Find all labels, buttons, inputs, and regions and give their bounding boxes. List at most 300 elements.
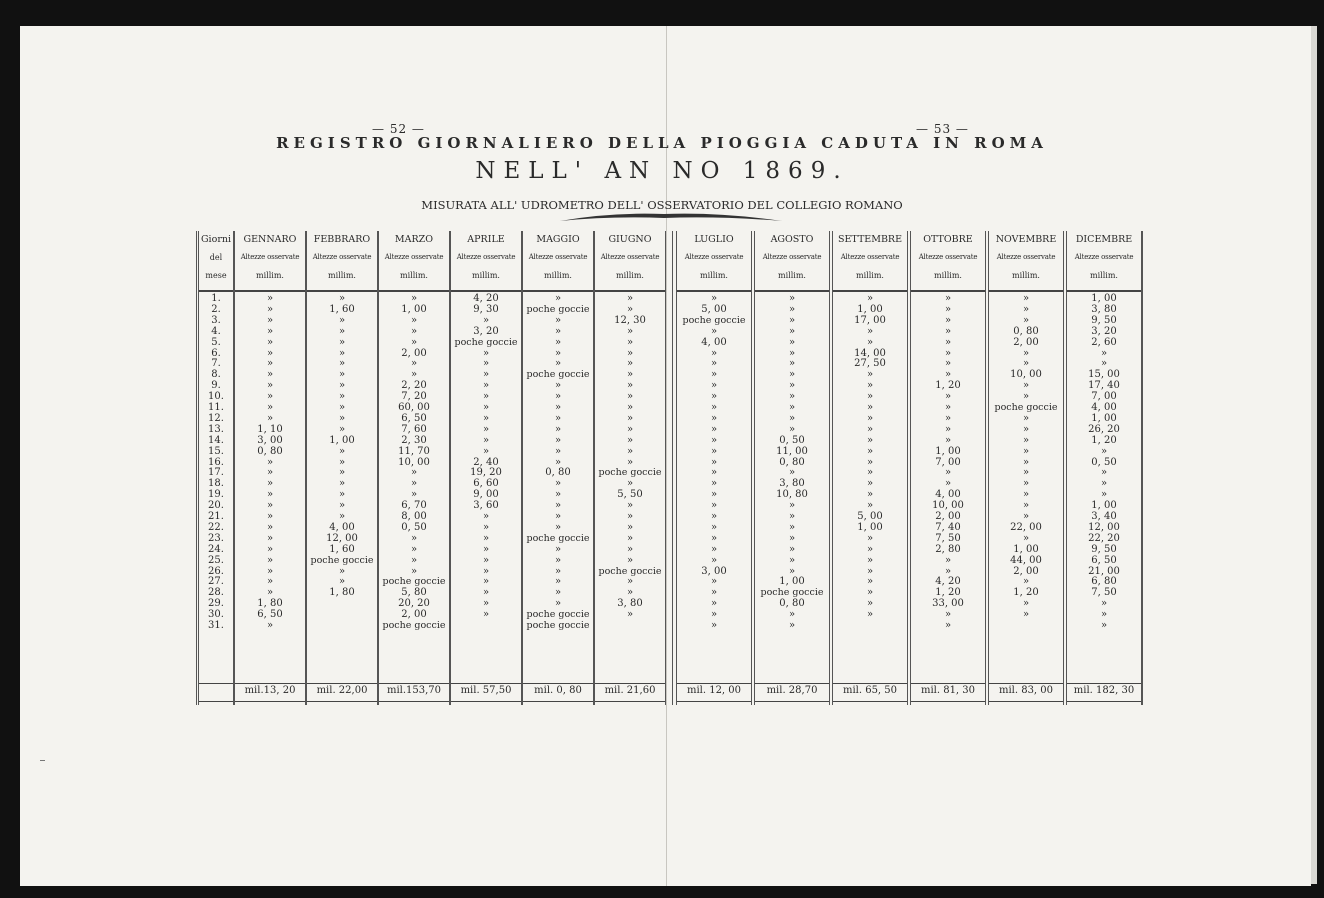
rain-value: 22, 00 [1010,521,1042,533]
bottom-rule [451,701,521,702]
rain-value: » [338,423,346,435]
unit-label: millim. [400,271,428,280]
month-name: GENNARO [243,234,297,245]
day-label: 22. [208,521,224,533]
rain-value: » [554,598,562,610]
page-number-right: — 53 — [916,122,969,136]
unit-label: millim. [1090,271,1118,280]
day-label: 28. [208,587,224,599]
rain-value: 0, 80 [779,598,805,610]
rain-value: » [1100,478,1108,490]
rain-value: 2, 00 [935,511,961,522]
rain-value: » [1100,445,1108,457]
rain-value: 2, 00 [1013,336,1039,348]
rain-value: » [626,347,634,359]
rain-value: 7, 50 [1091,587,1117,599]
day-label: 14. [208,434,224,446]
unit-label: millim. [778,271,806,280]
rain-value: » [410,293,418,304]
month-total: mil. 22,00 [316,685,368,696]
rain-value: » [710,402,718,413]
rain-value: poche goccie [382,620,446,631]
day-label: 7. [211,358,221,370]
rain-value: » [1022,532,1030,544]
rain-value: » [554,434,562,446]
rain-value: » [554,445,562,457]
rain-value: » [788,565,796,577]
rain-value: » [944,554,952,566]
rain-value: » [626,434,634,446]
rain-value: 10, 00 [932,500,964,512]
rain-value: » [1100,358,1108,370]
day-label: 15. [208,445,224,457]
rain-value: 7, 20 [401,391,427,403]
rain-value: » [626,380,634,392]
rain-value: » [554,380,562,392]
rain-value: 1, 00 [779,576,805,588]
rain-value: » [266,489,274,501]
rain-value: » [788,303,796,315]
header-rule [235,290,305,292]
rain-value: » [710,456,718,468]
rain-value: 7, 00 [1091,391,1117,403]
title-right: PIOGGIA CADUTA IN ROMA [700,134,1048,152]
rain-value: 2, 40 [473,456,499,468]
unit-label: millim. [616,271,644,280]
rain-value: poche goccie [526,369,590,381]
total-rule [235,683,305,684]
rain-value: » [554,489,562,501]
rain-value: » [866,587,874,599]
rain-value: » [1022,303,1030,315]
header-rule [199,290,233,292]
rain-value: » [1022,314,1030,326]
rain-value: » [554,358,562,370]
rain-value: » [866,369,874,381]
rain-value: » [338,314,346,326]
rain-value: 1, 20 [1091,434,1117,446]
rain-value: » [1022,598,1030,610]
day-header-3: mese [205,271,227,280]
rain-value: » [944,412,952,424]
header-rule [1067,290,1141,292]
rain-value: » [338,511,346,522]
month-column-giugno [594,231,666,705]
altezze-label: Altezze osservate [840,253,900,261]
rain-value: » [338,456,346,468]
altezze-label: Altezze osservate [1074,253,1134,261]
page-edge [1311,26,1317,884]
rain-value: 3, 20 [473,325,499,337]
rain-value: » [626,423,634,435]
rain-value: » [788,347,796,359]
month-name: APRILE [467,234,505,245]
month-column-maggio [522,231,594,705]
rain-value: 1, 00 [1091,293,1117,304]
unit-label: millim. [328,271,356,280]
rain-value: » [1022,445,1030,457]
rain-value: poche goccie [682,314,746,326]
rain-value: » [1022,609,1030,621]
month-name: MARZO [394,234,434,245]
rain-value: » [710,423,718,435]
rain-value: » [482,511,490,522]
rain-value: » [710,467,718,479]
bottom-rule [989,701,1063,702]
rain-value: » [410,467,418,479]
rain-value: » [1100,609,1108,621]
rain-value: » [1022,434,1030,446]
rain-value: » [626,587,634,599]
day-label: 17. [208,467,224,479]
bottom-rule [523,701,593,702]
day-label: 21. [208,511,224,522]
rain-value: » [266,532,274,544]
unit-label: millim. [256,271,284,280]
rain-value: » [788,293,796,304]
rain-value: » [866,391,874,403]
day-label: 25. [208,554,224,566]
rain-value: » [554,347,562,359]
rain-value: » [482,380,490,392]
month-name: MAGGIO [536,234,580,245]
rain-value: » [788,467,796,479]
rain-value: 1, 60 [329,303,355,315]
rain-value: » [866,434,874,446]
rain-value: » [554,391,562,403]
month-name: OTTOBRE [923,234,973,245]
rain-value: » [266,303,274,315]
rain-value: » [266,347,274,359]
rain-value: » [788,391,796,403]
rain-value: » [482,402,490,413]
rain-value: poche goccie [994,402,1058,413]
rain-value: » [266,511,274,522]
rain-value: » [626,325,634,337]
rain-value: » [866,489,874,501]
rain-value: » [710,511,718,522]
rain-value: » [410,565,418,577]
rain-value: » [626,402,634,413]
day-label: 9. [211,380,221,392]
rain-value: 2, 20 [401,380,427,392]
header-rule [989,290,1063,292]
rain-value: » [266,620,274,631]
rain-value: » [338,347,346,359]
rain-value: » [554,500,562,512]
rain-value: » [788,500,796,512]
rain-value: » [410,489,418,501]
rain-value: » [788,543,796,555]
rain-value: » [626,500,634,512]
rain-value: » [866,336,874,348]
rain-value: » [866,423,874,435]
rain-value: » [788,532,796,544]
rain-value: 1, 00 [857,303,883,315]
rain-value: » [710,587,718,599]
rain-value: » [482,358,490,370]
rain-value: 10, 80 [776,489,808,501]
rain-value: » [626,369,634,381]
month-total: mil. 65, 50 [842,685,898,696]
rain-value: » [626,303,634,315]
rain-value: 17, 00 [854,314,886,326]
rain-value: » [1022,391,1030,403]
rain-value: » [710,598,718,610]
rain-value: 3, 80 [779,478,805,490]
rain-value: » [482,314,490,326]
rain-value: » [866,532,874,544]
total-rule [595,683,665,684]
rain-value: » [1022,347,1030,359]
rain-value: » [554,412,562,424]
rain-value: » [266,358,274,370]
rain-value: 5, 80 [401,587,427,599]
rain-value: 1, 80 [329,587,355,599]
month-total: mil. 81, 30 [920,685,976,696]
rain-value: » [338,369,346,381]
rain-value: 2, 60 [1091,336,1117,348]
unit-label: millim. [1012,271,1040,280]
rain-value: » [1100,347,1108,359]
rain-value: 33, 00 [932,598,964,610]
rain-value: 2, 00 [401,347,427,359]
rain-value: 3, 20 [1091,325,1117,337]
month-total: mil. 57,50 [460,685,512,696]
rain-value: » [338,489,346,501]
rain-value: 1, 00 [857,521,883,533]
day-label: 23. [208,532,224,544]
rain-value: poche goccie [382,576,446,588]
rain-value: » [710,412,718,424]
rain-value: » [710,369,718,381]
rain-value: 11, 00 [776,445,808,457]
rain-value: » [944,423,952,435]
header-rule [755,290,829,292]
rain-value: poche goccie [310,554,374,566]
rain-value: 1, 60 [329,543,355,555]
total-rule [833,683,907,684]
unit-label: millim. [700,271,728,280]
year-right: NO 1869. [672,158,849,184]
rain-value: » [710,576,718,588]
rain-value: 4, 00 [329,521,355,533]
rain-value: » [266,412,274,424]
rain-value: » [338,500,346,512]
rain-value: 3, 80 [617,598,643,610]
rain-value: » [266,521,274,533]
altezze-label: Altezze osservate [918,253,978,261]
total-rule [199,683,233,684]
rain-value: 0, 50 [1091,456,1117,468]
month-total: mil. 0, 80 [534,685,582,696]
rain-value: » [1022,511,1030,522]
rain-value: » [1022,576,1030,588]
month-column-dicembre [1066,231,1142,705]
month-column-febbraro [306,231,378,705]
rain-value: 12, 00 [326,532,358,544]
header-rule [379,290,449,292]
rain-value: » [626,412,634,424]
rain-value: » [266,325,274,337]
rain-value: 26, 20 [1088,423,1120,435]
rain-value: » [338,325,346,337]
rain-value: » [266,543,274,555]
rain-value: » [944,402,952,413]
rain-value: » [266,587,274,599]
page-number-left: — 52 — [372,122,425,136]
day-label: 10. [208,391,224,403]
rain-value: » [338,391,346,403]
rain-value: » [866,576,874,588]
rain-value: » [554,521,562,533]
total-rule [1067,683,1141,684]
rain-value: 11, 70 [398,445,430,457]
rain-value: » [788,609,796,621]
day-label: 12. [208,412,224,424]
header-rule [677,290,751,292]
rain-value: » [410,478,418,490]
rain-value: » [944,565,952,577]
bottom-rule [235,701,305,702]
rain-value: 6, 80 [1091,576,1117,588]
rain-value: 2, 30 [401,434,427,446]
rain-value: 7, 50 [935,532,961,544]
day-label: 3. [211,314,221,326]
rain-value: » [482,576,490,588]
rain-value: 1, 20 [935,587,961,599]
rain-value: » [410,336,418,348]
rain-value: 2, 80 [935,543,961,555]
rain-value: » [1022,467,1030,479]
rain-value: 27, 50 [854,358,886,370]
rain-value: » [338,478,346,490]
rain-value: » [338,358,346,370]
month-name: GIUGNO [608,234,652,245]
rain-value: » [710,489,718,501]
rain-value: 5, 50 [617,489,643,501]
rain-value: » [482,445,490,457]
rain-value: » [866,598,874,610]
rain-value: » [626,576,634,588]
rain-value: 3, 40 [1091,511,1117,522]
rain-value: 6, 70 [401,500,427,512]
rain-value: » [788,511,796,522]
rain-value: » [788,423,796,435]
rain-value: » [554,336,562,348]
rain-value: 6, 50 [1091,554,1117,566]
rain-value: 12, 30 [614,314,646,326]
rain-value: poche goccie [526,609,590,621]
rain-value: » [866,325,874,337]
rain-value: » [866,543,874,555]
rain-value: » [338,565,346,577]
rain-value: poche goccie [598,467,662,479]
unit-label: millim. [544,271,572,280]
rain-value: » [710,620,718,631]
rain-value: » [554,543,562,555]
rain-value: » [788,325,796,337]
unit-label: millim. [472,271,500,280]
day-label: 1. [211,293,221,304]
day-label: 26. [208,565,224,577]
rain-value: » [944,478,952,490]
rain-value: 3, 00 [257,434,283,446]
altezze-label: Altezze osservate [762,253,822,261]
rain-value: » [1022,489,1030,501]
rain-value: 0, 80 [1013,325,1039,337]
rain-value: poche goccie [598,565,662,577]
rain-value: » [944,358,952,370]
rain-value: » [788,369,796,381]
bottom-rule [1067,701,1141,702]
header-rule [451,290,521,292]
bottom-rule [379,701,449,702]
rain-value: » [482,391,490,403]
rain-value: 1, 00 [935,445,961,457]
rain-value: poche goccie [454,336,518,348]
rain-value: » [1100,489,1108,501]
bottom-rule [911,701,985,702]
rain-value: » [626,532,634,544]
rain-value: » [482,521,490,533]
rain-value: » [338,412,346,424]
rain-value: poche goccie [526,303,590,315]
rain-value: 7, 00 [935,456,961,468]
rain-value: » [944,314,952,326]
rain-value: » [866,445,874,457]
rain-value: » [944,467,952,479]
day-header-2: del [209,253,223,262]
rain-value: 0, 80 [257,445,283,457]
rain-value: 6, 50 [401,412,427,424]
unit-label: millim. [856,271,884,280]
rain-value: » [266,467,274,479]
rain-value: 1, 20 [935,380,961,392]
table-rule-2 [1142,231,1144,705]
altezze-label: Altezze osservate [600,253,660,261]
rain-value: 2, 00 [1013,565,1039,577]
rain-value: » [554,456,562,468]
day-label: 18. [208,478,224,490]
altezze-label: Altezze osservate [312,253,372,261]
rain-value: » [410,554,418,566]
rain-value: 22, 20 [1088,532,1120,544]
bottom-rule [833,701,907,702]
rain-value: 5, 00 [857,511,883,522]
rain-value: » [710,532,718,544]
rain-value: 1, 10 [257,423,283,435]
month-name: LUGLIO [694,234,734,245]
rain-value: » [554,587,562,599]
rain-value: » [266,565,274,577]
rain-value: 1, 00 [1013,543,1039,555]
page-title [0,134,1324,152]
rain-value: » [338,467,346,479]
month-column-marzo [378,231,450,705]
day-label: 19. [208,489,224,501]
day-label: 2. [211,303,221,315]
year-heading [0,158,1324,184]
rain-value: 9, 30 [473,303,499,315]
rain-value: » [410,369,418,381]
total-rule [523,683,593,684]
rain-value: » [866,402,874,413]
rain-value: » [1022,456,1030,468]
bottom-rule [595,701,665,702]
day-label: 29. [208,598,224,610]
rain-value: » [554,402,562,413]
